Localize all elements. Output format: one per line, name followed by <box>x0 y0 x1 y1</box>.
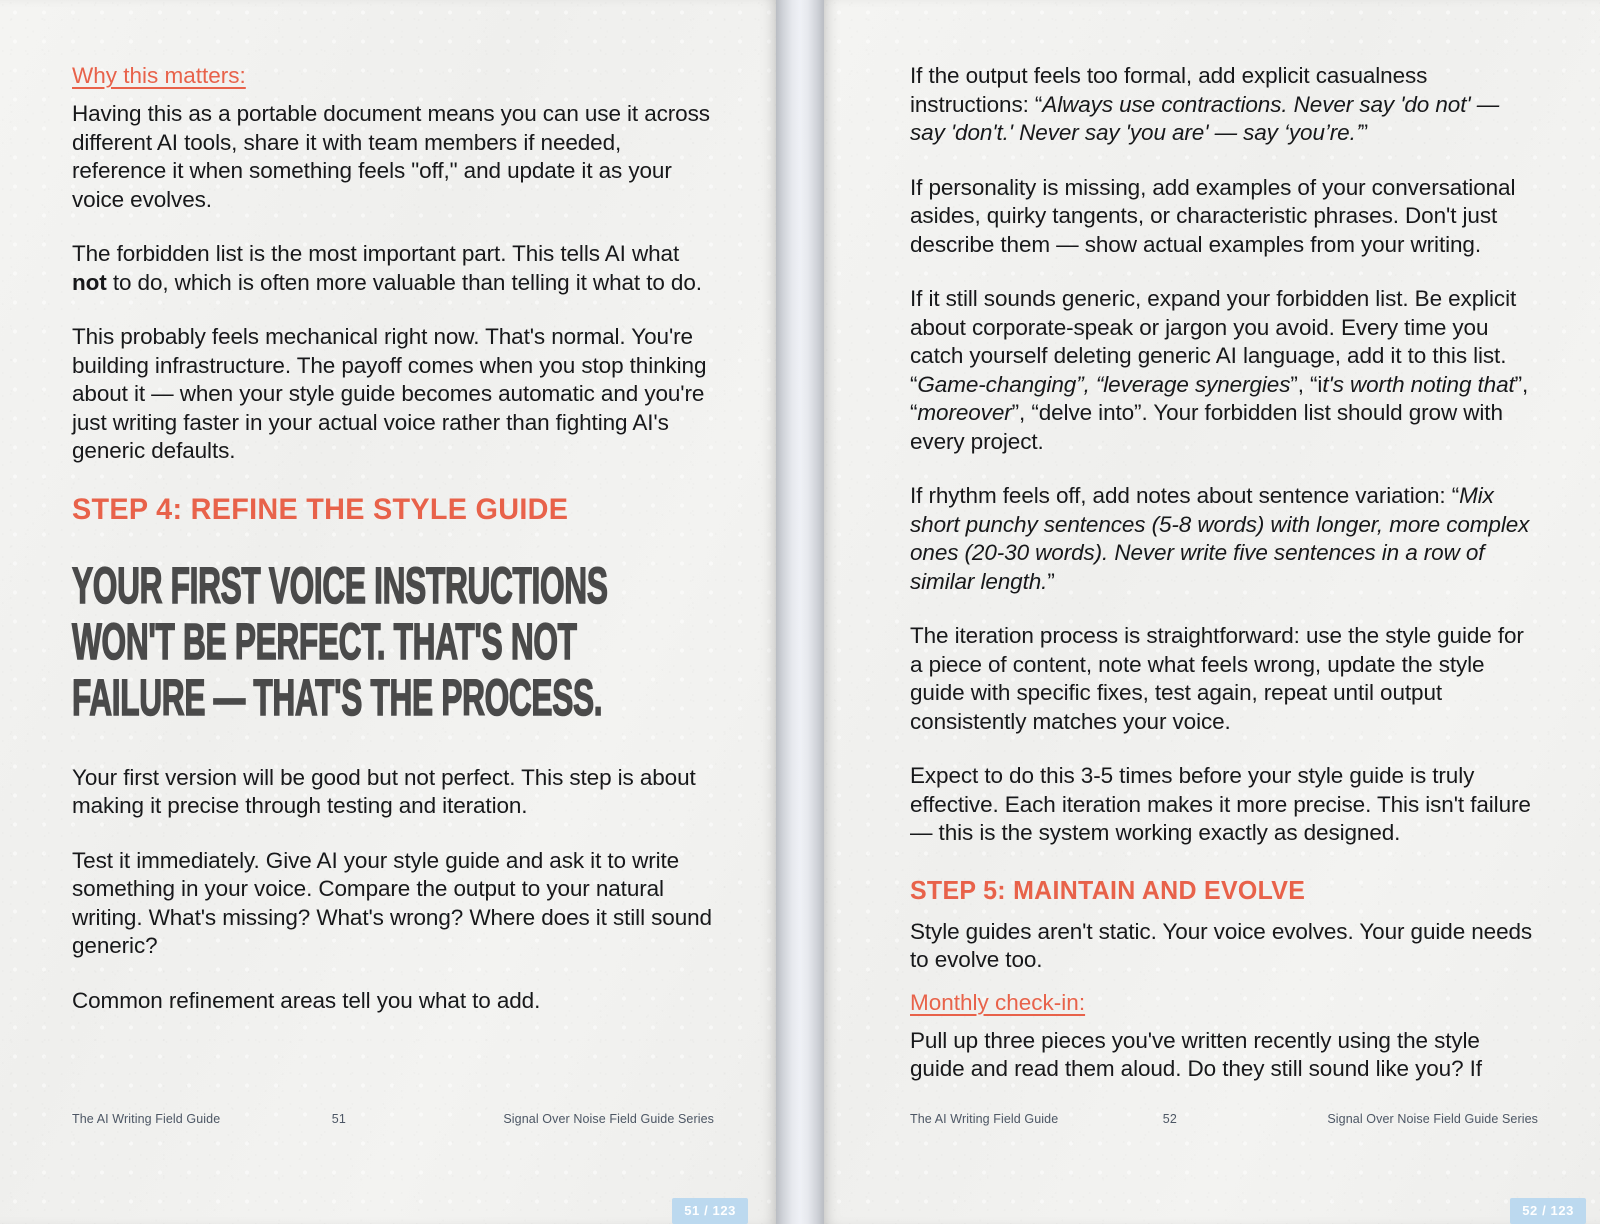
paragraph-common-refinement: Common refinement areas tell you what to add. <box>72 987 541 1013</box>
paragraph-expect-3-5-times: Expect to do this 3-5 times before your style guide is truly effective. Each iteration makes it more precise. This isn't failure — this is the system working exactly as designed. <box>910 763 1531 845</box>
page-indicator-badge-right[interactable]: 52 / 123 <box>1510 1198 1586 1224</box>
paragraph-personality-missing: If personality is missing, add examples of your conversational asides, quirky tangents, or characteristic phrases. Don't just describe them — show actual examples from your writing. <box>910 174 1516 257</box>
paragraph-test-immediately: Test it immediately. Give AI your style guide and ask it to write something in your voice. Compare the output to your natural writing. What's missing? What's wrong? Where does it still sound generic? <box>72 847 712 958</box>
footer-page-52 <box>910 1112 1538 1126</box>
paragraph-forbidden-list <box>72 240 716 297</box>
forbidden-phrase-moreover: moreover <box>917 400 1012 425</box>
paragraph-pull-up-three-pieces: Pull up three pieces you've written recently using the style guide and read them aloud. Do they still sound like you? If <box>910 1027 1482 1081</box>
paragraph-iteration-process: The iteration process is straightforward: use the style guide for a piece of content, note what feels wrong, update the style guide with specific fixes, test again, repeat until output consistently matches your voice. <box>910 623 1524 734</box>
forbidden-phrase-worth-noting: t's worth noting that <box>1322 371 1515 397</box>
paragraph-forbidden-list-part-b: to do, which is often more valuable than telling it what to do. <box>106 269 702 295</box>
paragraph-sounds-generic-part-b: ”, “delve into”. Your forbidden list should grow with every project. <box>910 400 1503 454</box>
forbidden-phrase-sep-1: ”, “i <box>1290 371 1323 397</box>
page-52-content <box>910 62 1538 1224</box>
footer-book-title: The AI Writing Field Guide <box>72 1112 221 1126</box>
page-51-content <box>72 62 716 1224</box>
paragraph-sounds-generic <box>910 285 1538 456</box>
paragraph-portable-document: Having this as a portable document means you can use it across different AI tools, share it with team members if needed, reference it when something feels "off," and update it as your voice evolves. <box>72 101 710 212</box>
paragraph-rhythm-feels-off <box>910 482 1538 596</box>
page-52[interactable] <box>824 0 1600 1224</box>
paragraph-too-formal-part-b: ” <box>1360 120 1369 145</box>
footer-page-51 <box>72 1112 714 1126</box>
heading-step-4: STEP 4: REFINE THE STYLE GUIDE <box>72 492 569 526</box>
callout-heading-monthly-check-in: Monthly check-in: <box>910 989 1086 1015</box>
paragraph-forbidden-list-part-a: The forbidden list is the most important part. This tells AI what <box>72 241 680 266</box>
display-heading-first-voice-instructions: YOUR FIRST VOICE INSTRUCTIONS WON'T BE PERFECT. THAT'S NOT FAILURE — THAT'S THE PROCESS. <box>72 556 608 726</box>
footer-page-number: 51 <box>331 1112 346 1126</box>
heading-step-5: STEP 5: MAINTAIN AND EVOLVE <box>910 874 1306 905</box>
page-indicator-badge-left[interactable]: 51 / 123 <box>672 1198 748 1224</box>
callout-heading-why-this-matters: Why this matters: <box>72 63 246 88</box>
page-51[interactable] <box>0 0 776 1224</box>
paragraph-rhythm-part-b: ” <box>1047 568 1055 594</box>
page-gutter <box>776 0 824 1224</box>
footer-page-number: 52 <box>1162 1112 1177 1126</box>
paragraph-too-formal <box>910 62 1538 148</box>
footer-book-title: The AI Writing Field Guide <box>910 1112 1059 1126</box>
footer-series-title: Signal Over Noise Field Guide Series <box>1327 1112 1538 1126</box>
quote-mix-short-punchy-sentences: Mix short punchy sentences (5-8 words) with longer, more complex ones (20-30 words). Never write five sentences in a row of similar length. <box>910 483 1530 594</box>
quote-always-use-contractions: Always use contractions. Never say 'do not' — say 'don't.' Never say 'you are' — say ‘you’re.’ <box>910 91 1500 145</box>
footer-series-title: Signal Over Noise Field Guide Series <box>503 1112 714 1126</box>
paragraph-first-version: Your first version will be good but not perfect. This step is about making it precise through testing and iteration. <box>72 764 696 818</box>
emphasis-not: not <box>72 269 107 295</box>
forbidden-phrase-game-changing: Game-changing”, “leverage synergies <box>917 371 1291 397</box>
paragraph-too-formal-part-a: If the output feels too formal, add explicit casualness instructions: “ <box>910 63 1428 117</box>
paragraph-style-guides-not-static: Style guides aren't static. Your voice evolves. Your guide needs to evolve too. <box>910 918 1533 972</box>
paragraph-feels-mechanical: This probably feels mechanical right now. That's normal. You're building infrastructure. The payoff comes when you stop thinking about it — when your style guide becomes automatic and you're just writing faster in your actual voice rather than fighting AI's generic defaults. <box>72 324 707 463</box>
paragraph-rhythm-part-a: If rhythm feels off, add notes about sentence variation: “ <box>910 483 1460 508</box>
forbidden-phrase-sep-2: ”, “ <box>910 371 1529 425</box>
paragraph-sounds-generic-part-a: If it still sounds generic, expand your forbidden list. Be explicit about corporate-speak or jargon you avoid. Every time you catch yourself deleting generic AI language, add it to this list. “ <box>910 286 1517 397</box>
